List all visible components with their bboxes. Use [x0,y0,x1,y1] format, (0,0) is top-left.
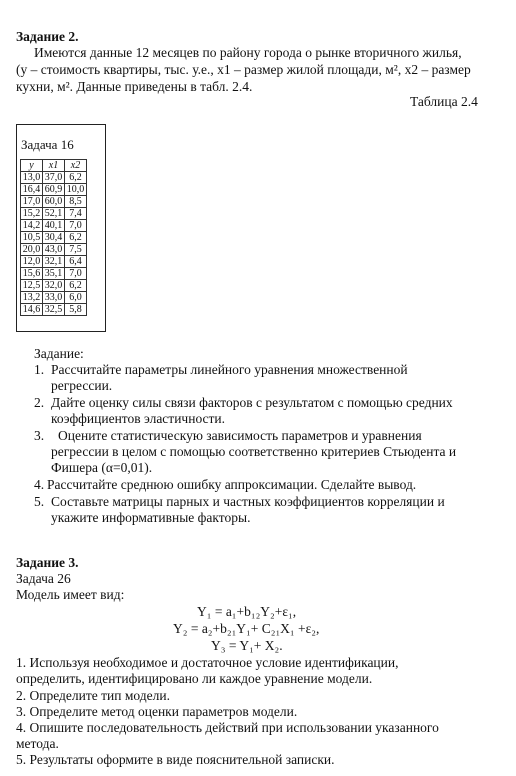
task2-item-2-line2: коэффициентов эластичности. [51,411,226,426]
table-cell: 5,8 [65,304,87,316]
equation-2: Y₂ = a₂+b₂₁Y₁+ C₂₁X₁ +ε₂, [173,621,320,636]
table-cell: 8,5 [65,196,87,208]
task3-item-4-line2: метода. [16,736,59,751]
table-cell: 14,2 [21,220,43,232]
table-row [21,256,87,268]
table-cell: 60,9 [43,184,65,196]
table-cell: 12,5 [21,280,43,292]
task2-intro-line2: (y – стоимость квартиры, тыс. у.е., x1 – размер жилой площади, м², x2 – размер [16,62,471,77]
table-cell: 12,0 [21,256,43,268]
table-cell: 7,4 [65,208,87,220]
task2-item-5-line2: укажите информативные факторы. [51,510,251,525]
task3-item-2: 2. Определите тип модели. [16,688,170,703]
task2-item-1-num: 1. [34,362,45,377]
table-row [21,172,87,184]
table-header-x2: x2 [65,160,87,172]
table-row [21,268,87,280]
task3-item-1-line2: определить, идентифицировано ли каждое уравнение модели. [16,671,373,686]
table-cell: 52,1 [43,208,65,220]
table-cell: 6,0 [65,292,87,304]
task3-item-1-line1: 1. Используя необходимое и достаточное условие идентификации, [16,655,399,670]
table-cell: 13,0 [21,172,43,184]
table-cell: 17,0 [21,196,43,208]
table-row [21,220,87,232]
task3-item-4-line1: 4. Опишите последовательность действий при использовании указанного [16,720,439,735]
task2-item-3-line3: Фишера (α=0,01). [51,460,153,475]
task2-item-1-line2: регрессии. [51,378,113,393]
table-header-y: y [21,160,43,172]
table-cell: 16,4 [21,184,43,196]
table-row [21,304,87,316]
table-caption: Таблица 2.4 [410,94,478,109]
model-label: Модель имеет вид: [16,587,125,602]
task2-item-3-num: 3. [34,428,45,443]
table-cell: 32,5 [43,304,65,316]
equation-3: Y₃ = Y₁+ X₂. [211,638,283,653]
table-cell: 40,1 [43,220,65,232]
equation-1: Y₁ = a₁+b₁₂Y₂+ε₁, [197,604,297,619]
table-cell: 7,0 [65,268,87,280]
table-cell: 7,5 [65,244,87,256]
table-cell: 6,2 [65,232,87,244]
table-cell: 33,0 [43,292,65,304]
task2-item-2-num: 2. [34,395,45,410]
table-row [21,280,87,292]
table-cell: 6,4 [65,256,87,268]
task2-item-3-line1: Оцените статистическую зависимость параметров и уравнения [58,428,422,443]
task2-item-4-line1: Рассчитайте среднюю ошибку аппроксимации. Сделайте вывод. [47,477,417,492]
table-cell: 60,0 [43,196,65,208]
task2-item-3-line2: регрессии в целом с помощью соответственно критериев Стьюдента и [51,444,457,459]
table-header-x1: x1 [43,160,65,172]
table-cell: 15,6 [21,268,43,280]
task2-item-5-line1: Составьте матрицы парных и частных коэффициентов корреляции и [51,494,445,509]
task2-item-5-num: 5. [34,494,45,509]
table-cell: 32,0 [43,280,65,292]
data-table-box [16,124,106,332]
task3-item-5: 5. Результаты оформите в виде пояснительной записки. [16,752,335,767]
table-cell: 37,0 [43,172,65,184]
table-cell: 7,0 [65,220,87,232]
table-row [21,184,87,196]
task3-heading: Задание 3. [16,555,79,570]
task3-subheading: Задача 26 [16,571,71,586]
table-row [21,244,87,256]
table-cell: 43,0 [43,244,65,256]
task2-item-1-text: Рассчитайте параметры линейного уравнения множественной [51,362,408,377]
table-cell: 30,4 [43,232,65,244]
table-cell: 35,1 [43,268,65,280]
table-row [21,196,87,208]
table-cell: 20,0 [21,244,43,256]
table-cell: 14,6 [21,304,43,316]
table-cell: 6,2 [65,280,87,292]
task2-intro-line1: Имеются данные 12 месяцев по району города о рынке вторичного жилья, [34,45,462,60]
task2-heading: Задание 2. [16,29,79,44]
table-row [21,232,87,244]
table-row [21,208,87,220]
table-row [21,292,87,304]
table-cell: 6,2 [65,172,87,184]
table-cell: 10,5 [21,232,43,244]
task2-item-2-line1: Дайте оценку силы связи факторов с результатом с помощью средних [51,395,453,410]
task2-intro-line3: кухни, м². Данные приведены в табл. 2.4. [16,79,253,94]
assignment-label: Задание: [34,346,84,361]
task2-item-1-line1 [51,362,483,378]
table-cell: 32,1 [43,256,65,268]
table-cell: 10,0 [65,184,87,196]
table-title: Задача 16 [21,137,74,152]
task2-item-4-num: 4. [34,477,45,492]
table-cell: 13,2 [21,292,43,304]
task3-item-3: 3. Определите метод оценки параметров модели. [16,704,298,719]
table-cell: 15,2 [21,208,43,220]
data-table [20,159,87,316]
